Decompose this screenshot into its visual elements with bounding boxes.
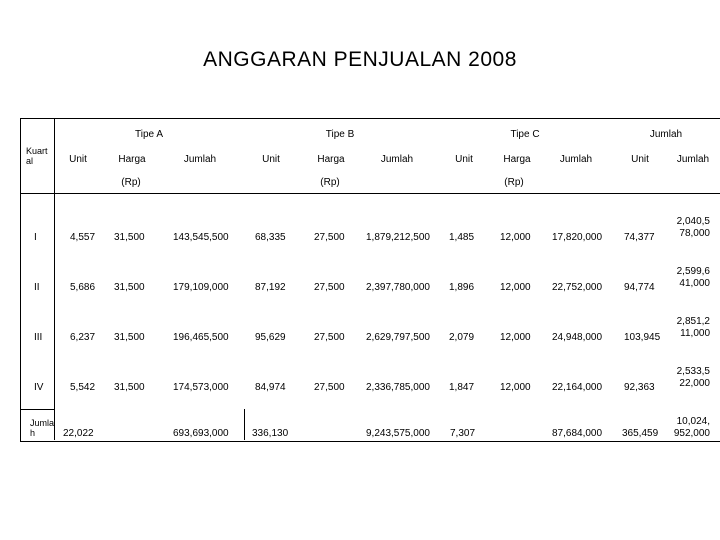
total-unit-cell: 92,363: [624, 382, 655, 393]
total-unit-cell: 74,377: [624, 232, 655, 243]
quarter-label: III: [34, 332, 43, 343]
c-jumlah-cell: 24,948,000: [552, 332, 603, 343]
total-t-jumlah: 10,024, 952,000: [673, 416, 710, 439]
col-divider: [244, 409, 245, 440]
header-total-unit: Unit: [631, 154, 649, 165]
b-unit-cell: 84,974: [255, 382, 286, 393]
c-jumlah-cell: 17,820,000: [552, 232, 603, 243]
total-jumlah-cell: 2,599,6 41,000: [676, 266, 710, 289]
quarter-label: IV: [34, 382, 44, 393]
header-kuartal: Kuart al: [26, 146, 48, 166]
a-jumlah-cell: 174,573,000: [173, 382, 229, 393]
header-c-jumlah: Jumlah: [559, 154, 593, 165]
quarter-label: I: [34, 232, 37, 243]
header-b-unit: Unit: [262, 154, 280, 165]
total-a-unit: 22,022: [63, 428, 94, 439]
a-unit-cell: 5,686: [70, 282, 96, 293]
a-unit-cell: 5,542: [70, 382, 96, 393]
header-b-jumlah: Jumlah: [380, 154, 414, 165]
b-jumlah-cell: 1,879,212,500: [366, 232, 430, 243]
total-jumlah-cell: 2,040,5 78,000: [676, 216, 710, 239]
header-a-jumlah: Jumlah: [183, 154, 217, 165]
c-unit-cell: 1,896: [449, 282, 475, 293]
a-harga-cell: 31,500: [114, 232, 145, 243]
b-unit-cell: 68,335: [255, 232, 286, 243]
a-jumlah-cell: 196,465,500: [173, 332, 229, 343]
header-tipe-c: Tipe C: [510, 129, 540, 140]
c-unit-cell: 2,079: [449, 332, 475, 343]
b-harga-cell: 27,500: [314, 382, 345, 393]
b-unit-cell: 87,192: [255, 282, 286, 293]
row-divider-header: [20, 193, 720, 194]
b-unit-cell: 95,629: [255, 332, 286, 343]
a-jumlah-cell: 143,545,500: [173, 232, 229, 243]
header-a-unit: Unit: [69, 154, 87, 165]
total-unit-cell: 94,774: [624, 282, 655, 293]
b-harga-cell: 27,500: [314, 332, 345, 343]
total-b-unit: 336,130: [252, 428, 289, 439]
b-jumlah-cell: 2,336,785,000: [366, 382, 430, 393]
c-harga-cell: 12,000: [500, 332, 531, 343]
total-a-jumlah: 693,693,000: [173, 428, 229, 439]
a-jumlah-cell: 179,109,000: [173, 282, 229, 293]
row-divider-total: [20, 409, 54, 410]
quarter-label: II: [34, 282, 40, 293]
header-b-harga: Harga: [317, 154, 345, 165]
col-divider: [54, 118, 55, 440]
total-label: Jumla h: [30, 418, 55, 438]
header-c-harga: Harga: [503, 154, 531, 165]
total-c-jumlah: 87,684,000: [552, 428, 603, 439]
header-c-unit: Unit: [455, 154, 473, 165]
a-unit-cell: 4,557: [70, 232, 96, 243]
total-t-unit: 365,459: [622, 428, 659, 439]
total-unit-cell: 103,945: [624, 332, 661, 343]
c-unit-cell: 1,485: [449, 232, 475, 243]
header-tipe-a: Tipe A: [135, 129, 163, 140]
c-harga-cell: 12,000: [500, 382, 531, 393]
b-harga-cell: 27,500: [314, 232, 345, 243]
a-harga-cell: 31,500: [114, 282, 145, 293]
c-jumlah-cell: 22,164,000: [552, 382, 603, 393]
b-jumlah-cell: 2,397,780,000: [366, 282, 430, 293]
header-b-rp: (Rp): [320, 177, 340, 188]
header-total-jumlah: Jumlah: [676, 154, 710, 165]
header-c-rp: (Rp): [504, 177, 524, 188]
c-harga-cell: 12,000: [500, 232, 531, 243]
c-harga-cell: 12,000: [500, 282, 531, 293]
a-unit-cell: 6,237: [70, 332, 96, 343]
total-c-unit: 7,307: [450, 428, 476, 439]
total-jumlah-cell: 2,533,5 22,000: [676, 366, 710, 389]
total-b-jumlah: 9,243,575,000: [366, 428, 430, 439]
a-harga-cell: 31,500: [114, 332, 145, 343]
b-jumlah-cell: 2,629,797,500: [366, 332, 430, 343]
header-jumlah-total: Jumlah: [649, 129, 683, 140]
c-jumlah-cell: 22,752,000: [552, 282, 603, 293]
page-title: ANGGARAN PENJUALAN 2008: [203, 48, 517, 71]
a-harga-cell: 31,500: [114, 382, 145, 393]
header-a-harga: Harga: [118, 154, 146, 165]
header-a-rp: (Rp): [121, 177, 141, 188]
total-jumlah-cell: 2,851,2 11,000: [676, 316, 710, 339]
b-harga-cell: 27,500: [314, 282, 345, 293]
c-unit-cell: 1,847: [449, 382, 475, 393]
header-tipe-b: Tipe B: [325, 129, 355, 140]
